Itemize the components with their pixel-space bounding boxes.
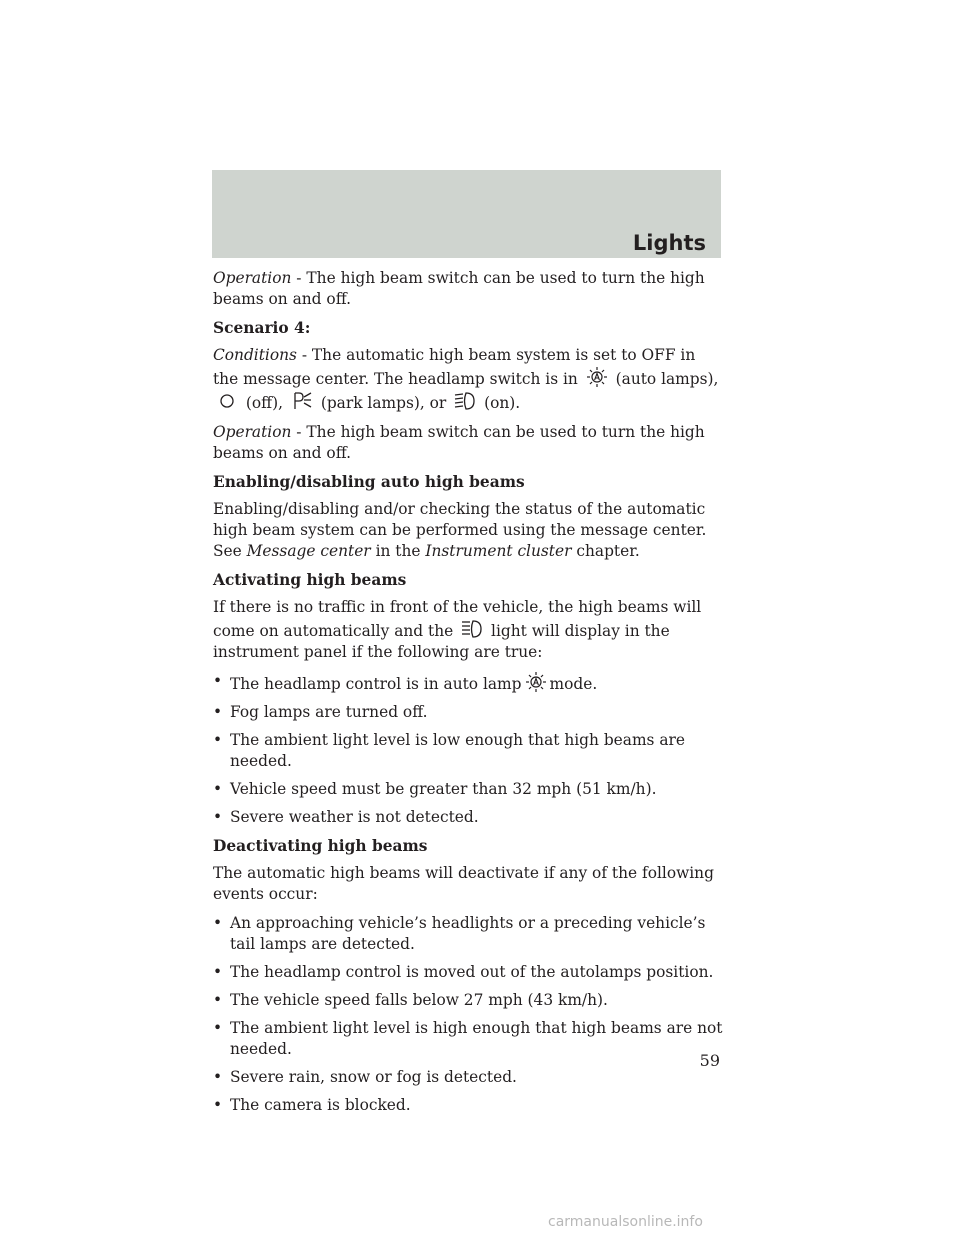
conditions-park: (park lamps), or: [320, 394, 447, 412]
watermark: carmanualsonline.info: [548, 1214, 703, 1230]
activating-heading: Activating high beams: [213, 571, 407, 589]
list-item: [213, 1095, 725, 1116]
bullet: •: [213, 963, 223, 981]
list-item-text: Vehicle speed must be greater than 32 mph (51 km/h).: [230, 780, 657, 798]
list-item-text: mode.: [549, 675, 598, 693]
list-item: [213, 671, 725, 695]
bullet: •: [213, 703, 223, 721]
list-item-text: The vehicle speed falls below 27 mph (43 km/h).: [230, 991, 608, 1009]
list-item: [213, 702, 725, 723]
list-item-text: An approaching vehicle’s headlights or a preceding vehicle’s tail lamps are detected.: [230, 914, 706, 953]
deactivating-events-list: [213, 913, 725, 1116]
list-item: [213, 779, 725, 800]
headlamp-on-icon: [453, 390, 477, 412]
operation-label: Operation: [213, 269, 292, 287]
park-lamp-icon: [290, 390, 314, 412]
operation-label: Operation: [213, 423, 292, 441]
scenario-heading: Scenario 4:: [213, 319, 311, 337]
conditions-off: (off),: [245, 394, 284, 412]
bullet: •: [213, 780, 223, 798]
page-content: [213, 268, 725, 1124]
operation-paragraph-1: [213, 268, 725, 310]
deactivating-paragraph: The automatic high beams will deactivate if any of the following events occur:: [213, 864, 714, 903]
enabling-paragraph: [213, 499, 725, 562]
list-item: [213, 807, 725, 828]
conditions-text: - The automatic high beam system is set to OFF in the message center. The headlamp switch is in: [213, 346, 696, 388]
bullet: •: [213, 808, 223, 826]
list-item: [213, 1067, 725, 1088]
enabling-text-3: chapter.: [576, 542, 640, 560]
conditions-on: (on).: [484, 394, 521, 412]
operation-paragraph-2: [213, 422, 725, 464]
activating-paragraph: [213, 597, 725, 663]
list-item-text: The camera is blocked.: [230, 1096, 411, 1114]
chapter-title: Lights: [632, 231, 706, 255]
high-beam-indicator-icon: [460, 618, 484, 640]
list-item-text: Fog lamps are turned off.: [230, 703, 428, 721]
list-item-text: The headlamp control is moved out of the autolamps position.: [230, 963, 714, 981]
list-item: [213, 1018, 725, 1060]
auto-lamp-icon: [585, 366, 609, 388]
list-item-text: The ambient light level is high enough that high beams are not needed.: [230, 1019, 723, 1058]
bullet: •: [213, 1096, 223, 1114]
list-item-text: The ambient light level is low enough that high beams are needed.: [230, 731, 685, 770]
activating-conditions-list: [213, 671, 725, 828]
conditions-auto: (auto lamps),: [615, 370, 719, 388]
list-item: [213, 913, 725, 955]
bullet: •: [213, 672, 223, 690]
enabling-text-2: in the: [375, 542, 421, 560]
list-item: [213, 990, 725, 1011]
deactivating-heading: Deactivating high beams: [213, 837, 428, 855]
list-item: [213, 730, 725, 772]
page-number: 59: [699, 1051, 720, 1070]
enabling-heading: Enabling/disabling auto high beams: [213, 473, 525, 491]
message-center-ref: Message center: [246, 542, 371, 560]
operation-text: - The high beam switch can be used to turn the high beams on and off.: [213, 269, 705, 308]
activating-text-2: light will display in the instrument panel if the following are true:: [213, 622, 670, 661]
activating-text: If there is no traffic in front of the vehicle, the high beams will come on automatically and the: [213, 598, 702, 640]
bullet: •: [213, 731, 223, 749]
bullet: •: [213, 991, 223, 1009]
list-item-text: The headlamp control is in auto lamp: [230, 675, 522, 693]
instrument-cluster-ref: Instrument cluster: [425, 542, 572, 560]
list-item-text: Severe rain, snow or fog is detected.: [230, 1068, 517, 1086]
bullet: •: [213, 914, 223, 932]
enabling-text: Enabling/disabling and/or checking the status of the automatic high beam system can be performed using the message center. See: [213, 500, 707, 560]
operation-text: - The high beam switch can be used to turn the high beams on and off.: [213, 423, 705, 462]
conditions-label: Conditions: [213, 346, 297, 364]
chapter-header: [212, 170, 721, 258]
auto-lamp-icon: [524, 671, 548, 693]
bullet: •: [213, 1019, 223, 1037]
conditions-paragraph: [213, 345, 725, 414]
lamp-off-icon: [215, 390, 239, 412]
list-item: [213, 962, 725, 983]
bullet: •: [213, 1068, 223, 1086]
list-item-text: Severe weather is not detected.: [230, 808, 479, 826]
